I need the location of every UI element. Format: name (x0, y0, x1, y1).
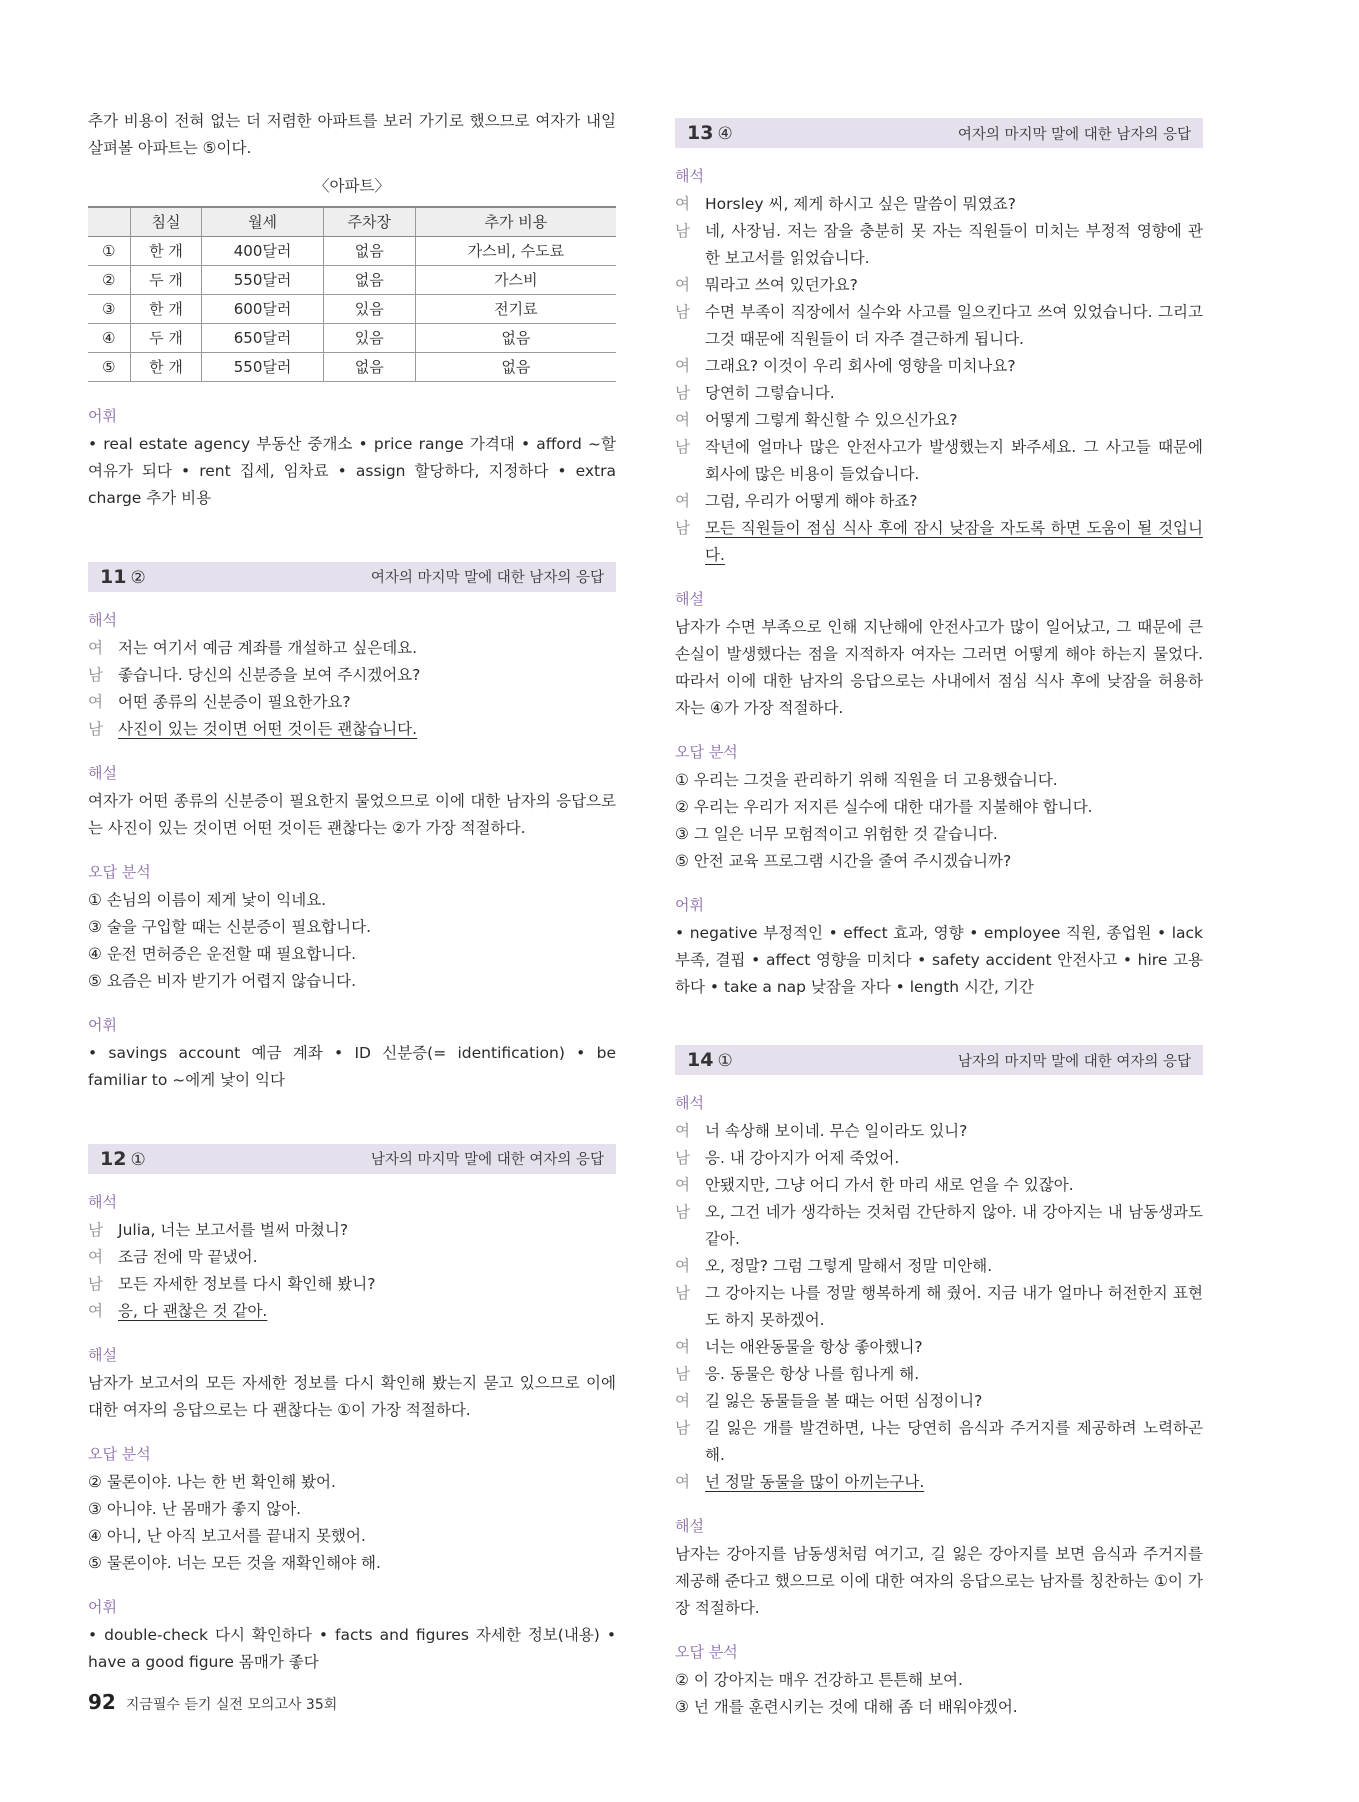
q12-number (100, 1148, 146, 1170)
book-title: 지금필수 듣기 실전 모의고사 35회 (125, 1697, 338, 1713)
dialogue-line (675, 407, 1203, 434)
wrong-option: ③ 아니야. 난 몸매가 좋지 않아. (88, 1499, 302, 1518)
q10-vocab: • real estate agency 부동산 중개소 • price range 가격대 • afford ~할 여유가 되다 • rent 집세, 임차료 • assign 할당하다, 지정하다 • extra charge 추가 비용 (88, 434, 616, 507)
speaker: 여 (675, 357, 690, 375)
wrong-option: ③ 넌 개를 훈련시키는 것에 대해 좀 더 배워야겠어. (675, 1698, 1018, 1716)
speaker: 여 (675, 1176, 690, 1194)
utterance: 네, 사장님. 저는 잠을 충분히 못 자는 직원들이 미치는 부정적 영향에 관한 보고서를 읽었습니다. (705, 222, 1203, 267)
table-cell: ① (88, 236, 130, 265)
wrong-option: ② 우리는 우리가 저지른 실수에 대한 대가를 지불해야 합니다. (675, 798, 1093, 816)
table-row (88, 236, 616, 265)
answer-mark: ① (717, 1051, 733, 1071)
speaker: 남 (675, 438, 690, 456)
wrong-option: ③ 그 일은 너무 모험적이고 위험한 것 같습니다. (675, 825, 998, 843)
dialogue-line (675, 488, 1203, 515)
table-cell: ③ (88, 294, 130, 323)
speaker: 남 (675, 1203, 690, 1221)
vocab-label: 어휘 (675, 896, 704, 914)
q11-explanation: 여자가 어떤 종류의 신분증이 필요한지 물었으므로 이에 대한 남자의 응답으로는 사진이 있는 것이면 어떤 것이든 괜찮다는 ②가 가장 적절하다. (88, 791, 616, 837)
dialogue-line (675, 1172, 1203, 1199)
speaker: 남 (88, 665, 103, 684)
wrong-option: ① 우리는 그것을 관리하기 위해 직원을 더 고용했습니다. (675, 771, 1058, 789)
dialogue-line (675, 1334, 1203, 1361)
left-column (88, 0, 616, 1676)
table-cell: 가스비, 수도료 (415, 236, 616, 265)
speaker: 남 (675, 1419, 690, 1437)
table-cell: 없음 (415, 323, 616, 352)
speaker: 남 (675, 1284, 690, 1302)
dialogue-line (88, 1217, 616, 1244)
dialogue-line (675, 380, 1203, 407)
wrong-option: ⑤ 물론이야. 너는 모든 것을 재확인해야 해. (88, 1553, 381, 1572)
dialogue-line (675, 272, 1203, 299)
speaker: 여 (675, 492, 690, 510)
speaker: 여 (675, 1257, 690, 1275)
vocab-label: 어휘 (88, 1015, 117, 1034)
q12-header (88, 1144, 616, 1174)
dialogue-line (675, 353, 1203, 380)
utterance: 당연히 그렇습니다. (705, 384, 835, 402)
speaker: 여 (675, 276, 690, 294)
table-cell: 600달러 (202, 294, 323, 323)
utterance: 응. 내 강아지가 어제 죽었어. (705, 1149, 900, 1167)
speaker: 여 (88, 638, 103, 657)
table-cell: 두 개 (130, 323, 202, 352)
table-header-cell (88, 207, 130, 236)
q11-number (100, 566, 146, 588)
dialogue-line (675, 1469, 1203, 1496)
wrong-answers-label: 오답 분석 (88, 862, 151, 881)
dialogue-line (88, 635, 616, 662)
dialogue-line (675, 1388, 1203, 1415)
q12-explanation: 남자가 보고서의 모든 자세한 정보를 다시 확인해 봤는지 묻고 있으므로 이에 대한 여자의 응답으로는 다 괜찮다는 ①이 가장 적절하다. (88, 1373, 616, 1419)
speaker: 남 (675, 222, 690, 240)
speaker: 남 (88, 1220, 103, 1239)
q14-explanation: 남자는 강아지를 남동생처럼 여기고, 길 잃은 강아지를 보면 음식과 주거지를 제공해 준다고 했으므로 이에 대한 여자의 응답으로는 남자를 칭찬하는 ①이 가장 적절하다. (675, 1545, 1203, 1617)
speaker: 여 (88, 1301, 103, 1320)
q10-conclusion: 추가 비용이 전혀 없는 더 저렴한 아파트를 보러 가기로 했으므로 여자가 내일 살펴볼 아파트는 ⑤이다. (88, 112, 616, 157)
speaker: 여 (675, 1338, 690, 1356)
question-number: 12 (100, 1147, 127, 1170)
speaker: 남 (675, 519, 690, 537)
wrong-answers-label: 오답 분석 (675, 743, 738, 761)
wrong-option: ⑤ 안전 교육 프로그램 시간을 줄여 주시겠습니까? (675, 852, 1012, 870)
question-number: 13 (687, 122, 714, 144)
table-header-cell: 주차장 (323, 207, 415, 236)
utterance: 너는 애완동물을 항상 좋아했니? (705, 1338, 923, 1356)
right-column (675, 0, 1203, 1721)
answer-utterance: 사진이 있는 것이면 어떤 것이든 괜찮습니다. (118, 719, 418, 738)
table-cell: ② (88, 265, 130, 294)
wrong-option: ⑤ 요즘은 비자 받기가 어렵지 않습니다. (88, 971, 357, 990)
q14-number (687, 1049, 733, 1071)
wrong-option: ① 손님의 이름이 제게 낯이 익네요. (88, 890, 327, 909)
speaker: 여 (675, 1392, 690, 1410)
dialogue-line (88, 689, 616, 716)
utterance: 어떻게 그렇게 확신할 수 있으신가요? (705, 411, 958, 429)
answer-mark: ② (130, 567, 146, 588)
dialogue-line (675, 191, 1203, 218)
q13-number (687, 122, 733, 144)
table-cell: 전기료 (415, 294, 616, 323)
answer-utterance: 넌 정말 동물을 많이 아끼는구나. (705, 1473, 925, 1491)
table-header-row (88, 207, 616, 236)
dialogue-line (675, 1415, 1203, 1469)
table-cell: 400달러 (202, 236, 323, 265)
table-cell: 한 개 (130, 352, 202, 381)
table-cell: 없음 (323, 236, 415, 265)
table-cell: ④ (88, 323, 130, 352)
speaker: 여 (88, 692, 103, 711)
wrong-answers-label: 오답 분석 (88, 1444, 151, 1463)
speaker: 남 (675, 303, 690, 321)
table-cell: 없음 (323, 352, 415, 381)
table-cell: 550달러 (202, 352, 323, 381)
wrong-option: ④ 운전 면허증은 운전할 때 필요합니다. (88, 944, 357, 963)
utterance: 작년에 얼마나 많은 안전사고가 발생했는지 봐주세요. 그 사고들 때문에 회사에 많은 비용이 들었습니다. (705, 438, 1203, 483)
translation-label: 해석 (88, 1192, 117, 1211)
q14-header (675, 1045, 1203, 1075)
page-footer (88, 1690, 337, 1714)
utterance: 뭐라고 쓰여 있던가요? (705, 276, 858, 294)
dialogue-line (675, 1118, 1203, 1145)
q13-explanation: 남자가 수면 부족으로 인해 지난해에 안전사고가 많이 일어났고, 그 때문에 큰 손실이 발생했다는 점을 지적하자 여자는 그러면 어떻게 해야 하는지 물었다. 따라서 이에 대한 남자의 응답으로는 사내에서 점심 식사 후에 낮잠을 허용하자는 ④가 가장 적절하다. (675, 618, 1203, 717)
table-cell: 550달러 (202, 265, 323, 294)
explanation-label: 해설 (88, 763, 117, 782)
explanation-label: 해설 (88, 1345, 117, 1364)
utterance: 길 잃은 개를 발견하면, 나는 당연히 음식과 주거지를 제공하려 노력하곤 해. (705, 1419, 1203, 1464)
table-header-cell: 침실 (130, 207, 202, 236)
speaker: 남 (88, 719, 103, 738)
table-cell: 두 개 (130, 265, 202, 294)
q11-vocab: • savings account 예금 계좌 • ID 신분증(= identification) • be familiar to ~에게 낯이 익다 (88, 1043, 616, 1089)
dialogue-line (88, 1271, 616, 1298)
wrong-option: ② 이 강아지는 매우 건강하고 튼튼해 보여. (675, 1671, 963, 1689)
vocab-label: 어휘 (88, 406, 117, 425)
q11-topic: 여자의 마지막 말에 대한 남자의 응답 (370, 570, 604, 586)
dialogue-line (88, 1244, 616, 1271)
q12-topic: 남자의 마지막 말에 대한 여자의 응답 (370, 1152, 604, 1168)
translation-label: 해석 (675, 167, 704, 185)
q13-vocab: • negative 부정적인 • effect 효과, 영향 • employee 직원, 종업원 • lack 부족, 결핍 • affect 영향을 미치다 • safety accident 안전사고 • hire 고용하다 • take a nap 낮잠을 자다 • length 시간, 기간 (675, 924, 1203, 996)
question-number: 14 (687, 1049, 714, 1071)
dialogue-line (675, 515, 1203, 569)
answer-mark: ④ (717, 124, 733, 144)
q13-header (675, 118, 1203, 148)
utterance: 그 강아지는 나를 정말 행복하게 해 줬어. 지금 내가 얼마나 허전한지 표현도 하지 못하겠어. (705, 1284, 1203, 1329)
vocab-label: 어휘 (88, 1597, 117, 1616)
explanation-label: 해설 (675, 1517, 704, 1535)
speaker: 남 (675, 384, 690, 402)
dialogue-line (675, 434, 1203, 488)
dialogue-line (675, 1280, 1203, 1334)
utterance: 응. 동물은 항상 나를 힘나게 해. (705, 1365, 920, 1383)
utterance: 좋습니다. 당신의 신분증을 보여 주시겠어요? (118, 665, 421, 684)
table-row (88, 352, 616, 381)
table-cell: ⑤ (88, 352, 130, 381)
speaker: 여 (675, 1122, 690, 1140)
utterance: 오, 그건 네가 생각하는 것처럼 간단하지 않아. 내 강아지는 내 남동생과도 같아. (705, 1203, 1203, 1248)
question-number: 11 (100, 565, 127, 588)
utterance: 길 잃은 동물들을 볼 때는 어떤 심정이니? (705, 1392, 983, 1410)
apartment-table-title: 〈아파트〉 (314, 177, 390, 195)
answer-utterance: 모든 직원들이 점심 식사 후에 잠시 낮잠을 자도록 하면 도움이 될 것입니다. (705, 519, 1203, 564)
answer-mark: ① (130, 1149, 146, 1170)
explanation-label: 해설 (675, 590, 704, 608)
speaker: 남 (88, 1274, 103, 1293)
table-cell: 650달러 (202, 323, 323, 352)
q14-topic: 남자의 마지막 말에 대한 여자의 응답 (957, 1053, 1191, 1070)
q12-vocab: • double-check 다시 확인하다 • facts and figures 자세한 정보(내용) • have a good figure 몸매가 좋다 (88, 1625, 616, 1671)
table-cell: 있음 (323, 323, 415, 352)
utterance: 너 속상해 보이네. 무슨 일이라도 있니? (705, 1122, 968, 1140)
apartment-table (88, 206, 616, 382)
utterance: 모든 자세한 정보를 다시 확인해 봤니? (118, 1274, 376, 1293)
dialogue-line (675, 1145, 1203, 1172)
dialogue-line (675, 1253, 1203, 1280)
wrong-option: ④ 아니, 난 아직 보고서를 끝내지 못했어. (88, 1526, 366, 1545)
dialogue-line (675, 299, 1203, 353)
table-row (88, 294, 616, 323)
speaker: 남 (675, 1149, 690, 1167)
wrong-option: ③ 술을 구입할 때는 신분증이 필요합니다. (88, 917, 372, 936)
dialogue-line (88, 1298, 616, 1325)
table-header-cell: 월세 (202, 207, 323, 236)
dialogue-line (675, 1199, 1203, 1253)
table-row (88, 323, 616, 352)
table-cell: 있음 (323, 294, 415, 323)
wrong-answers-label: 오답 분석 (675, 1643, 738, 1661)
translation-label: 해석 (675, 1094, 704, 1112)
table-header-cell: 추가 비용 (415, 207, 616, 236)
q11-header (88, 562, 616, 592)
table-cell: 없음 (415, 352, 616, 381)
table-cell: 한 개 (130, 294, 202, 323)
utterance: 어떤 종류의 신분증이 필요한가요? (118, 692, 351, 711)
table-cell: 가스비 (415, 265, 616, 294)
utterance: 조금 전에 막 끝냈어. (118, 1247, 258, 1266)
table-row (88, 265, 616, 294)
utterance: 그럼, 우리가 어떻게 해야 하죠? (705, 492, 918, 510)
utterance: Horsley 씨, 제게 하시고 싶은 말씀이 뭐였죠? (705, 195, 1016, 213)
dialogue-line (675, 218, 1203, 272)
utterance: 그래요? 이것이 우리 회사에 영향을 미치나요? (705, 357, 1016, 375)
answer-utterance: 응, 다 괜찮은 것 같아. (118, 1301, 268, 1320)
utterance: 수면 부족이 직장에서 실수와 사고를 일으킨다고 쓰여 있었습니다. 그리고 그것 때문에 직원들이 더 자주 결근하게 됩니다. (705, 303, 1203, 348)
utterance: 오, 정말? 그럼 그렇게 말해서 정말 미안해. (705, 1257, 993, 1275)
wrong-option: ② 물론이야. 나는 한 번 확인해 봤어. (88, 1472, 336, 1491)
utterance: 안됐지만, 그냥 어디 가서 한 마리 새로 얻을 수 있잖아. (705, 1176, 1074, 1194)
speaker: 여 (675, 1473, 690, 1491)
translation-label: 해석 (88, 610, 117, 629)
speaker: 남 (675, 1365, 690, 1383)
speaker: 여 (675, 411, 690, 429)
table-cell: 한 개 (130, 236, 202, 265)
table-cell: 없음 (323, 265, 415, 294)
utterance: 저는 여기서 예금 계좌를 개설하고 싶은데요. (118, 638, 418, 657)
speaker: 여 (675, 195, 690, 213)
utterance: Julia, 너는 보고서를 벌써 마쳤니? (118, 1220, 349, 1239)
speaker: 여 (88, 1247, 103, 1266)
dialogue-line (675, 1361, 1203, 1388)
dialogue-line (88, 662, 616, 689)
q13-topic: 여자의 마지막 말에 대한 남자의 응답 (957, 126, 1191, 143)
dialogue-line (88, 716, 616, 743)
page-number: 92 (88, 1690, 116, 1714)
